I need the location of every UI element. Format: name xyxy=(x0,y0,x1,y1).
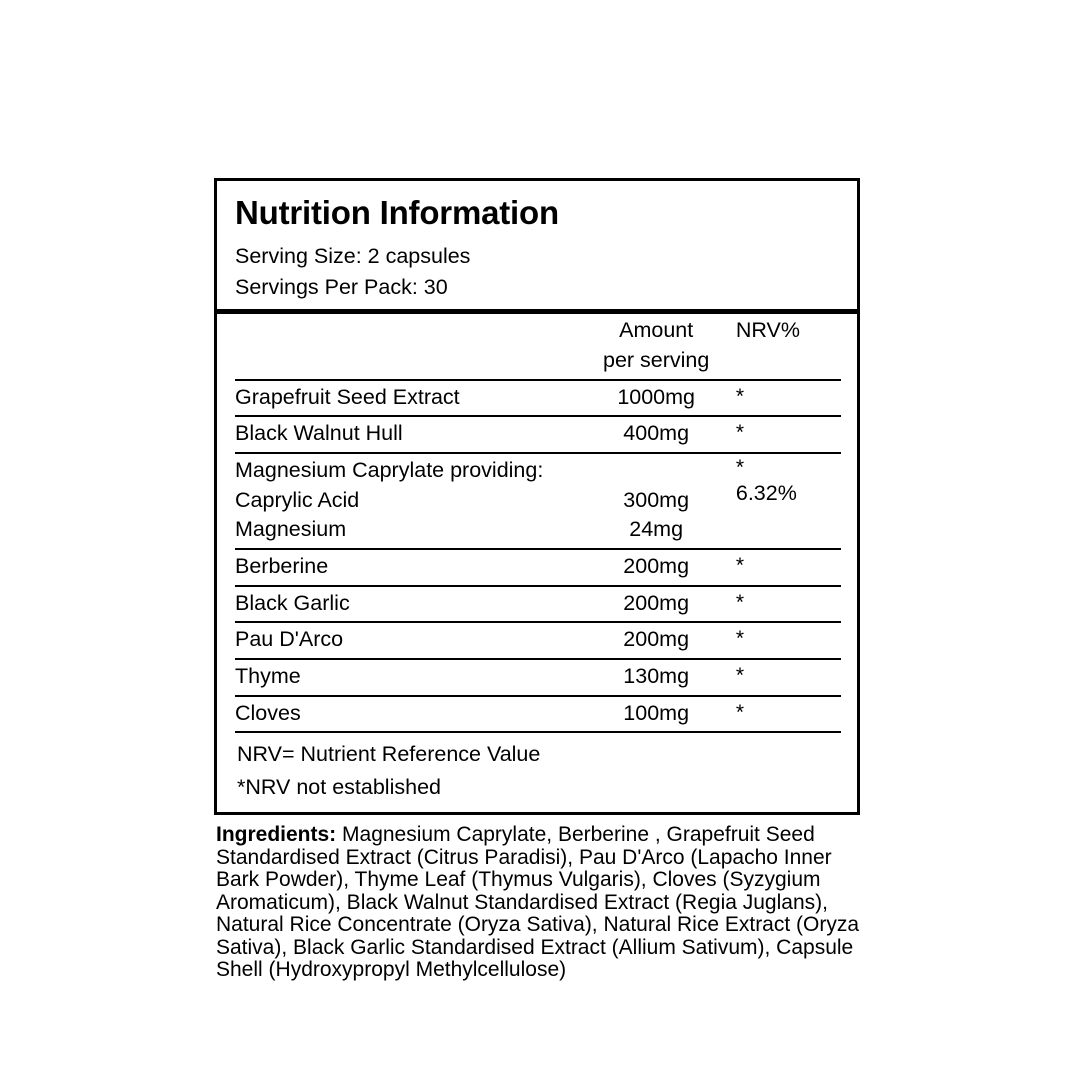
ingredients-block xyxy=(214,824,860,981)
group-nrv xyxy=(726,453,841,549)
nrv-not-established: *NRV not established xyxy=(237,774,441,799)
serving-size: Serving Size: 2 capsules xyxy=(235,244,471,269)
row-name: Black Garlic xyxy=(235,586,586,623)
row-nrv: * xyxy=(726,549,841,586)
row-nrv: * xyxy=(726,622,841,659)
row-name: Black Walnut Hull xyxy=(235,416,586,453)
nrv-definition: NRV= Nutrient Reference Value xyxy=(237,742,541,767)
group-names xyxy=(235,453,586,549)
header-amount-line2: per serving xyxy=(602,347,710,372)
table-header-row xyxy=(235,314,841,379)
table-row xyxy=(235,659,841,696)
row-amount: 200mg xyxy=(586,586,725,623)
row-nrv: * xyxy=(726,416,841,453)
group-nrv-star: * xyxy=(735,455,745,479)
group-item-name: Caprylic Acid xyxy=(235,487,360,512)
row-amount: 1000mg xyxy=(586,380,725,417)
header-nutrient xyxy=(235,314,586,379)
row-nrv: * xyxy=(726,380,841,417)
row-amount: 130mg xyxy=(586,659,725,696)
table-row-group xyxy=(235,453,841,549)
row-nrv: * xyxy=(726,696,841,732)
group-heading-amount xyxy=(586,456,725,486)
ingredients-text: Magnesium Caprylate, Berberine , Grapefruit Seed Standardised Extract (Citrus Paradisi), Pau D'Arco (Lapacho Inner Bark Powder), Thyme Leaf (Thymus Vulgaris), Cloves (Syzygium Aromaticum), Black Walnut Standardised Extract (Regia Juglans), Natural Rice Concentrate (Oryza Sativa), Natural Rice Extract (Oryza Sativa), Black Garlic Standardised Extract (Allium Sativum), Capsule Shell (Hydroxypropyl Methylcellulose) xyxy=(216,823,860,982)
group-item-name: Magnesium xyxy=(235,517,347,542)
group-nrv-value: 6.32% xyxy=(735,481,797,506)
page-title: Nutrition Information xyxy=(235,194,559,231)
table-row xyxy=(235,696,841,732)
servings-per-pack: Servings Per Pack: 30 xyxy=(235,274,448,299)
row-nrv: * xyxy=(726,659,841,696)
group-item-amount: 300mg xyxy=(623,487,690,512)
table-row xyxy=(235,622,841,659)
row-name: Thyme xyxy=(235,659,586,696)
table-row xyxy=(235,380,841,417)
group-heading: Magnesium Caprylate providing: xyxy=(235,457,544,482)
header-amount-line1: Amount xyxy=(619,318,694,343)
ingredients-heading: Ingredients: xyxy=(216,823,337,847)
footnotes xyxy=(235,733,841,802)
row-amount: 200mg xyxy=(586,622,725,659)
row-name: Grapefruit Seed Extract xyxy=(235,380,586,417)
row-nrv: * xyxy=(726,586,841,623)
nutrition-label xyxy=(214,178,860,982)
nutrition-table xyxy=(235,314,841,731)
table-row xyxy=(235,416,841,453)
table-row xyxy=(235,549,841,586)
group-item-amount: 24mg xyxy=(629,517,684,542)
table-row xyxy=(235,586,841,623)
header-nrv: NRV% xyxy=(735,318,800,343)
row-name: Pau D'Arco xyxy=(235,622,586,659)
nutrition-panel xyxy=(214,178,860,815)
row-name: Cloves xyxy=(235,696,586,732)
row-amount: 100mg xyxy=(586,696,725,732)
row-amount: 200mg xyxy=(586,549,725,586)
row-amount: 400mg xyxy=(586,416,725,453)
group-amounts xyxy=(586,453,725,549)
row-name: Berberine xyxy=(235,549,586,586)
header-amount xyxy=(586,314,725,379)
